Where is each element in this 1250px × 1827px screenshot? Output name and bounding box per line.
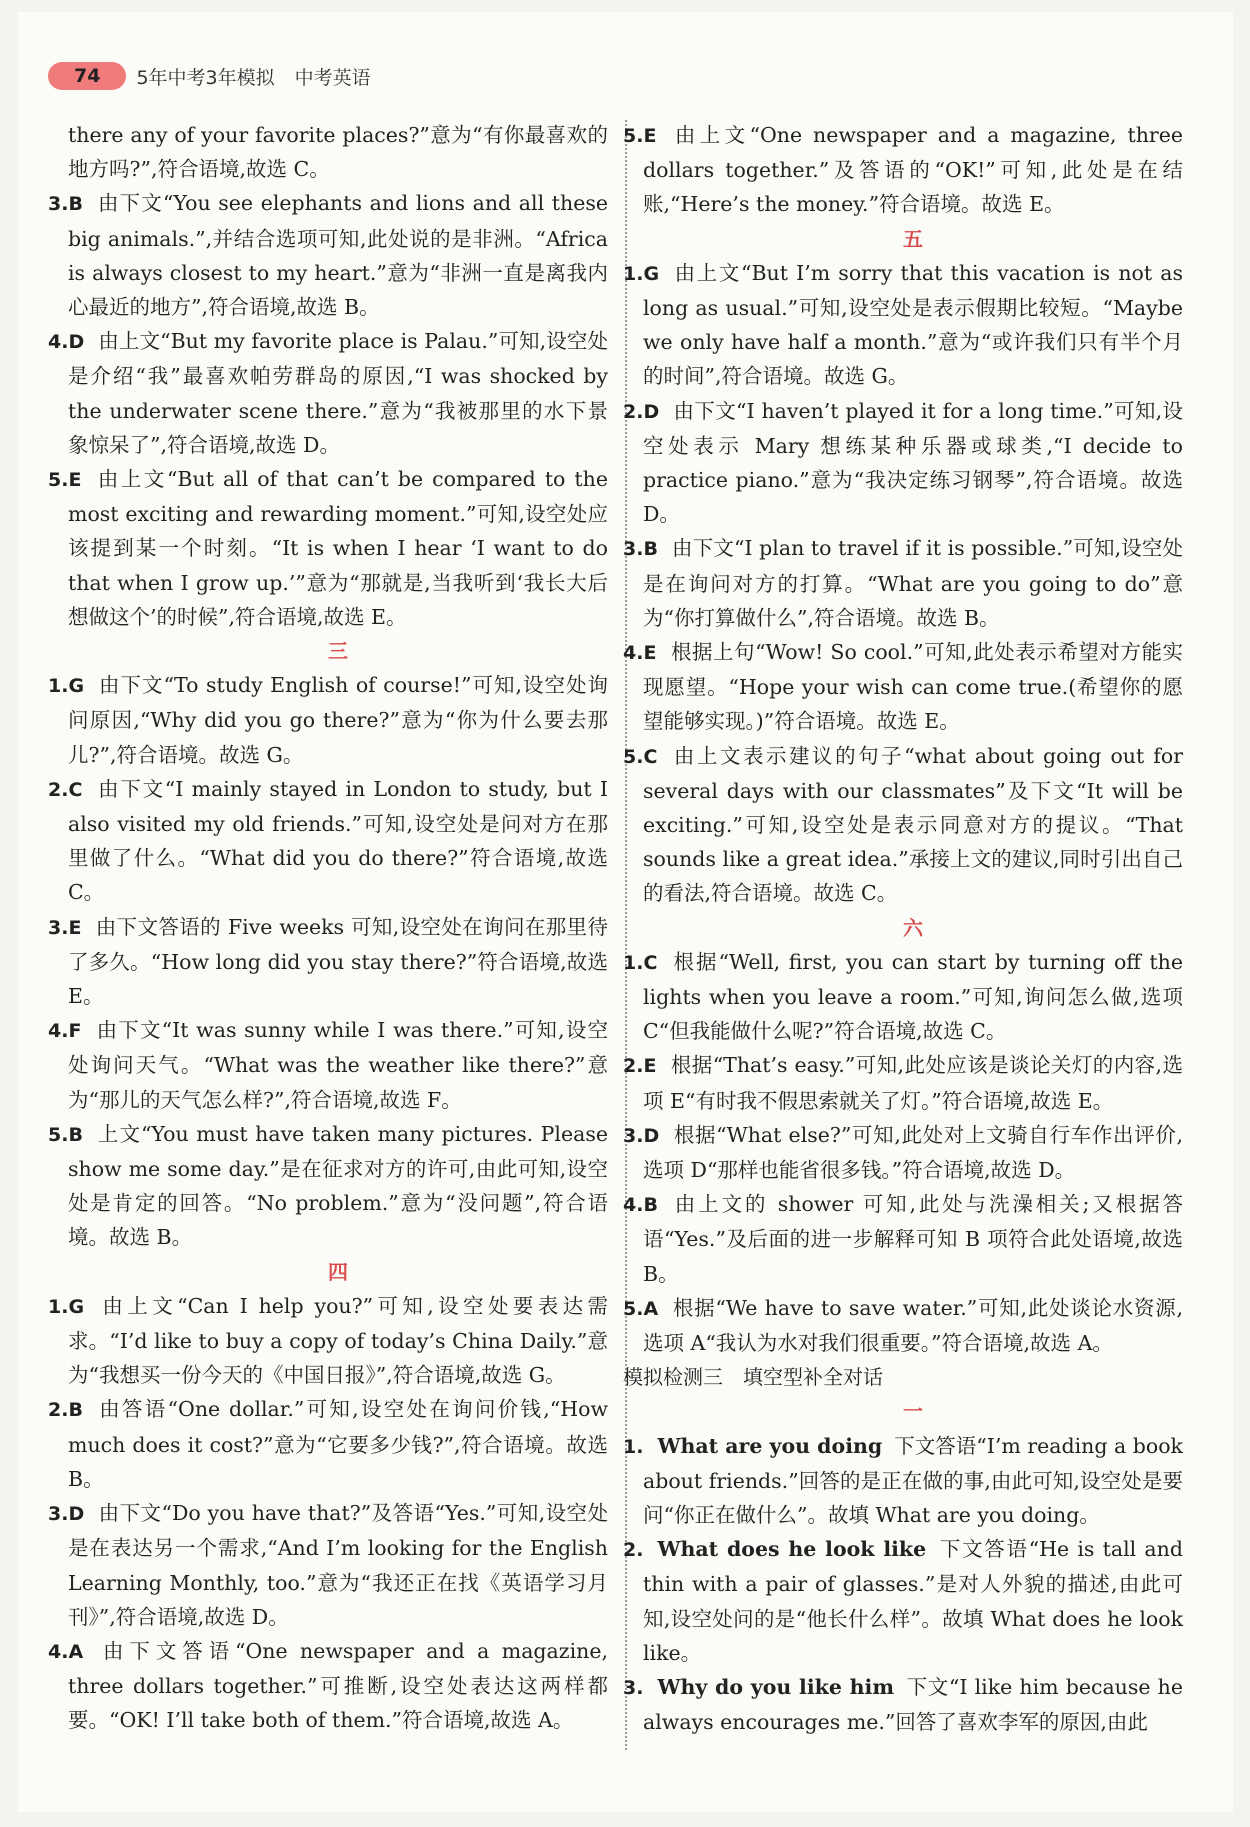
page-number: 74 (48, 62, 126, 90)
answer-continuation: there any of your favorite places?”意为“有你最喜欢的地方吗?”,符合语境,故选 C。 (68, 123, 608, 182)
answer-entry: 1.G 由下文“To study English of course!”可知,设空处询问原因,“Why did you go there?”意为“你为什么要去那儿?”,符合语境。故选 G。 (48, 673, 608, 767)
answer-entry: 3.D 由下文“Do you have that?”及答语“Yes.”可知,设空处是在表达另一个需求,“And I’m looking for the English Learning Monthly, too.”意为“我还正在找《英语学习月刊》”,符合语境,故选 D。 (48, 1501, 608, 1629)
answer-entry: 1.C 根据“Well, first, you can start by turning off the lights when you leave a room.”可知,询问怎么做,选项 C“但我能做什么呢?”符合语境,故选 C。 (623, 949, 1183, 1044)
answer-entry: 1.G 由上文“But I’m sorry that this vacation is not as long as usual.”可知,设空处是表示假期比较短。“Maybe we only have half a month.”意为“或许我们只有半个月的时间”,符合语境。故选 G。 (623, 260, 1183, 389)
answer-entry: 3.B 由下文“You see elephants and lions and all these big animals.”,并结合选项可知,此处说的是非洲。“Africa is always closest to my heart.”意为“非洲一直是离我内心最近的地方”,符合语境,故选 B。 (48, 191, 608, 320)
section-heading: 六 (903, 915, 923, 940)
answer-entry: 2.E 根据“That’s easy.”可知,此处应该是谈论关灯的内容,选项 E“有时我不假思索就关了灯。”符合语境,故选 E。 (623, 1053, 1183, 1113)
fill-answer: What are you doing (657, 1433, 883, 1458)
left-column (48, 118, 608, 1738)
answer-entry: 4.E 根据上句“Wow! So cool.”可知,此处表示希望对方能实现愿望。“Hope your wish can come true.(希望你的愿望能够实现。)”符合语境。故选 E。 (623, 640, 1183, 734)
answer-entry: 5.E 由上文“One newspaper and a magazine, three dollars together.”及答语的“OK!”可知,此处是在结账,“Here’s the money.”符合语境。故选 E。 (623, 123, 1183, 217)
answer-entry: 4.B 由上文的 shower 可知,此处与洗澡相关;又根据答语“Yes.”及后面的进一步解释可知 B 项符合此处语境,故选 B。 (623, 1192, 1183, 1286)
page-header (48, 58, 371, 94)
answer-entry: 1. What are you doing 下文答语“I’m reading a book about friends.”回答的是正在做的事,由此可知,设空处是要问“你正在做什么”。故填 What are you doing。 (623, 1433, 1183, 1528)
answer-entry: 1.G 由上文“Can I help you?”可知,设空处要表达需求。“I’d like to buy a copy of today’s China Daily.”意为“我想买一份今天的《中国日报》”,符合语境,故选 G。 (48, 1293, 608, 1388)
answer-entry: 2.B 由答语“One dollar.”可知,设空处在询问价钱,“How much does it cost?”意为“它要多少钱?”,符合语境。故选 B。 (48, 1397, 608, 1491)
column-divider (625, 120, 627, 1750)
fill-answer: What does he look like (657, 1537, 927, 1562)
answer-entry: 5.C 由上文表示建议的句子“what about going out for several days with our classmates”及下文“It will be exciting.”可知,设空处是表示同意对方的提议。“That sounds like a great idea.”承接上文的建议,同时引出自己的看法,符合语境。故选 C。 (623, 743, 1183, 906)
section-heading: 四 (328, 1259, 348, 1284)
answer-entry: 2. What does he look like 下文答语“He is tall and thin with a pair of glasses.”是对人外貌的描述,由此可知,设空处问的是“他长什么样”。故填 What does he look like。 (623, 1537, 1183, 1665)
answer-entry: 3. Why do you like him 下文“I like him because he always encourages me.”回答了喜欢李军的原因,由此 (623, 1675, 1183, 1735)
answer-entry: 2.C 由下文“I mainly stayed in London to study, but I also visited my old friends.”可知,设空处是问对方在那里做了什么。“What did you do there?”符合语境,故选 C。 (48, 776, 608, 905)
fill-answer: Why do you like him (657, 1675, 895, 1700)
book-series-title: 5年中考3年模拟 (136, 66, 275, 89)
right-column (623, 118, 1183, 1739)
answer-entry: 3.B 由下文“I plan to travel if it is possible.”可知,设空处是在询问对方的打算。“What are you going to do”意为“你打算做什么”,符合语境。故选 B。 (623, 536, 1183, 630)
answer-entry: 3.E 由下文答语的 Five weeks 可知,设空处在询问在那里待了多久。“How long did you stay there?”符合语境,故选 E。 (48, 914, 608, 1009)
answer-entry: 5.E 由上文“But all of that can’t be compared to the most exciting and rewarding moment.”可知,设空处应该提到某一个时刻。“It is when I hear ‘I want to do that when I grow up.’”意为“那就是,当我听到‘我长大后想做这个’的时候”,符合语境,故选 E。 (48, 467, 608, 629)
answer-entry: 2.D 由下文“I haven’t played it for a long time.”可知,设空处表示 Mary 想练某种乐器或球类,“I decide to practice piano.”意为“我决定练习钢琴”,符合语境。故选 D。 (623, 398, 1183, 527)
section-heading: 一 (903, 1399, 923, 1424)
answer-entry: 5.A 根据“We have to save water.”可知,此处谈论水资源,选项 A“我认为水对我们很重要。”符合语境,故选 A。 (623, 1295, 1183, 1356)
answer-entry: 4.A 由下文答语“One newspaper and a magazine, three dollars together.”可推断,设空处表达这两样都要。“OK! I’ll take both of them.”符合语境,故选 A。 (48, 1638, 608, 1733)
section-heading: 五 (903, 226, 923, 251)
answer-entry: 3.D 根据“What else?”可知,此处对上文骑自行车作出评价,选项 D“那样也能省很多钱。”符合语境,故选 D。 (623, 1122, 1183, 1183)
book-subject: 中考英语 (294, 66, 371, 89)
section-heading: 三 (328, 639, 348, 664)
answer-entry: 5.B 上文“You must have taken many pictures. Please show me some day.”是在征求对方的许可,由此可知,设空处是肯定的回答。“No problem.”意为“没问题”,符合语境。故选 B。 (48, 1121, 608, 1250)
answer-entry: 4.F 由下文“It was sunny while I was there.”可知,设空处询问天气。“What was the weather like there?”意为“那儿的天气怎么样?”,符合语境,故选 F。 (48, 1018, 608, 1112)
answer-entry: 4.D 由上文“But my favorite place is Palau.”可知,设空处是介绍“我”最喜欢帕劳群岛的原因,“I was shocked by the underwater scene there.”意为“我被那里的水下景象惊呆了”,符合语境,故选 D。 (48, 329, 608, 457)
part-title: 模拟检测三 填空型补全对话 (623, 1365, 883, 1390)
